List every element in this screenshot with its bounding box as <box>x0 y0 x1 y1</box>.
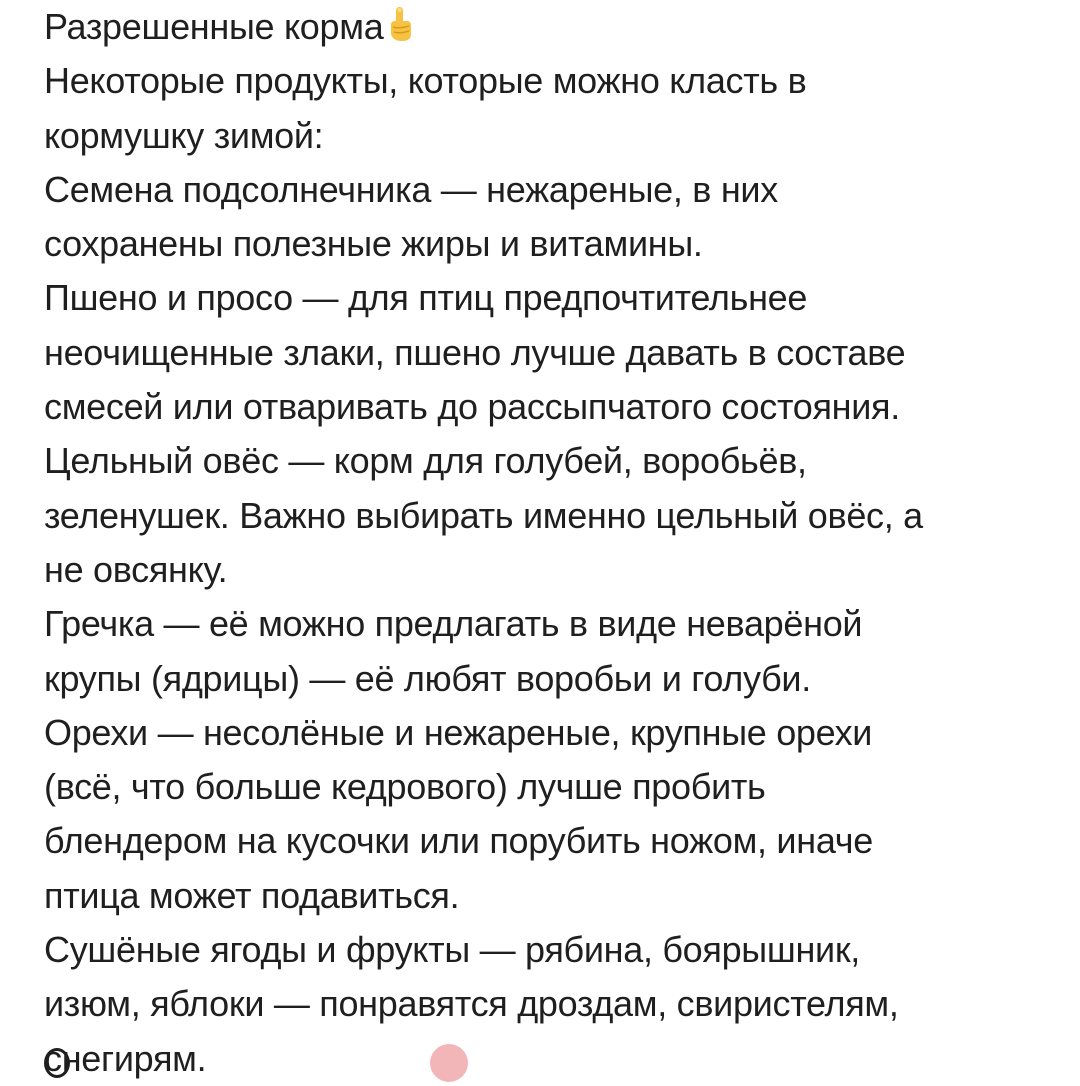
post-line: неочищенные злаки, пшено лучше давать в составе <box>44 331 906 373</box>
post-line: кормушку зимой: <box>44 114 324 156</box>
post-line: изюм, яблоки — понравятся дроздам, свиристелям, <box>44 983 899 1025</box>
post-line: Орехи — несолёные и нежареные, крупные орехи <box>44 711 873 753</box>
post-line: птица может подавиться. <box>44 874 460 916</box>
post-line: не овсянку. <box>44 548 228 590</box>
post-text <box>44 0 1054 1086</box>
post-line: Пшено и просо — для птиц предпочтительнее <box>44 277 808 319</box>
post-line: блендером на кусочки или порубить ножом, иначе <box>44 820 873 862</box>
post-line: Цельный овёс — корм для голубей, воробьёв, <box>44 440 807 482</box>
post-title: Разрешенные корма <box>44 6 384 47</box>
post-line: крупы (ядрицы) — её любят воробьи и голуби. <box>44 657 811 699</box>
post-line: Сушёные ягоды и фрукты — рябина, боярышник, <box>44 929 860 971</box>
post-line: сохранены полезные жиры и витамины. <box>44 223 703 265</box>
post-line: смесей или отваривать до рассыпчатого состояния. <box>44 386 900 428</box>
cut-off-emoji-icon <box>430 1044 468 1082</box>
post-line: зеленушек. Важно выбирать именно цельный овёс, а <box>44 494 923 536</box>
cut-off-next-line <box>44 1044 944 1074</box>
post-line: Гречка — её можно предлагать в виде неварёной <box>44 603 863 645</box>
post-line: (всё, что больше кедрового) лучше пробить <box>44 766 766 808</box>
post-line: снегирям. <box>44 1037 207 1079</box>
post-title-line <box>44 0 1054 54</box>
cut-off-glyph <box>44 1048 70 1078</box>
post-line: Семена подсолнечника — нежареные, в них <box>44 168 778 210</box>
index-pointing-up-emoji-icon <box>387 5 413 43</box>
post-line: Некоторые продукты, которые можно класть в <box>44 60 807 102</box>
